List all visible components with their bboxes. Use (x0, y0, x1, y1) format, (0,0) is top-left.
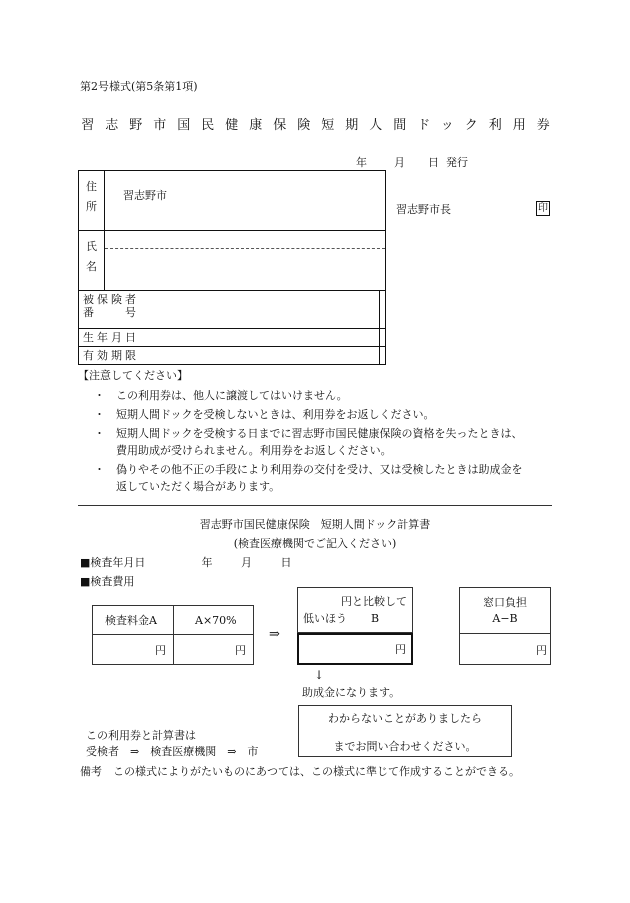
flow-text-2: 受検者 ⇒ 検査医療機関 ⇒ 市 (86, 745, 259, 758)
exam-cost-label: ■検査費用 (80, 575, 135, 588)
insured-number-field[interactable] (379, 291, 385, 329)
address-value[interactable] (105, 171, 386, 231)
window-label-2: A−B (492, 612, 518, 625)
issue-day-label: 日 (428, 156, 439, 169)
address-label-1: 住 (86, 180, 97, 193)
name-label-2: 名 (86, 260, 97, 273)
fee-label: 検査料金A (105, 614, 157, 627)
address-label (79, 171, 105, 231)
exam-date-label: ■検査年月日 (80, 556, 146, 569)
exam-day-label: 日 (280, 556, 292, 569)
insured-number-label-1: 被保険者 (83, 293, 139, 306)
window-box-divider (460, 633, 550, 634)
address-label-2: 所 (86, 200, 97, 213)
window-charge-box (459, 587, 551, 665)
remark-text: 備考 この様式によりがたいものにあつては、この様式に準じて作成することができる。 (80, 765, 520, 778)
contact-box (298, 705, 512, 757)
exam-year-label: 年 (201, 556, 213, 569)
name-label (79, 231, 105, 291)
issue-month-label: 月 (394, 156, 405, 169)
insured-number-label-2: 番 号 (83, 306, 139, 320)
address-row (79, 171, 386, 231)
form-number: 第2号様式(第5条第1項) (80, 80, 198, 93)
address-text: 習志野市 (123, 189, 167, 202)
notes-heading: 【注意してください】 (78, 369, 188, 382)
subsidy-text: 助成金になります。 (302, 686, 401, 699)
note-bullet: ・ (94, 427, 105, 440)
note-item (94, 406, 564, 423)
issued-label: 発行 (446, 156, 468, 169)
note-text: 短期人間ドックを受検しないときは、利用券をお返しください。 (116, 408, 435, 421)
window-label-1: 窓口負担 (483, 596, 527, 609)
validity-label: 有効期限 (79, 347, 380, 365)
compare-label-1: 円と比較して (341, 595, 407, 608)
exam-date (80, 556, 292, 569)
compare-header (297, 587, 413, 633)
note-bullet: ・ (94, 463, 105, 476)
arrow-down-icon: ↓ (314, 668, 325, 682)
fee-70-yen: 円 (235, 644, 246, 657)
document-title: 習志野市国民健康保険短期人間ドック利用券 (81, 118, 561, 133)
validity-row (79, 347, 386, 365)
fee-a-yen: 円 (155, 644, 166, 657)
arrow-right-icon: ⇒ (269, 627, 280, 642)
note-text: 偽りやその他不正の手段により利用券の交付を受け、又は受検したときは助成金を 返していただく場合があります。 (116, 463, 523, 493)
window-yen: 円 (536, 644, 547, 657)
note-text: 短期人間ドックを受検する日までに習志野市国民健康保険の資格を失ったときは、 費用助成が受けられません。利用券をお返しください。 (116, 427, 523, 457)
furigana-divider (105, 248, 385, 249)
issue-date (356, 156, 468, 169)
note-item (94, 461, 564, 495)
issuer-name: 習志野市長 (396, 203, 451, 216)
insured-number-label (79, 291, 380, 329)
name-field[interactable] (105, 231, 386, 291)
birth-date-label: 生年月日 (79, 329, 380, 347)
compare-b-label: B (371, 612, 380, 625)
contact-line-2: までお問い合わせください。 (333, 740, 477, 753)
name-label-1: 氏 (86, 240, 97, 253)
issue-year-label: 年 (356, 156, 367, 169)
fee-box-divider (173, 606, 174, 664)
fee-box (92, 605, 254, 665)
note-bullet: ・ (94, 408, 105, 421)
contact-line-1: わからないことがありましたら (328, 712, 482, 725)
recipient-info-table (78, 170, 386, 365)
section-divider (78, 505, 552, 506)
birth-date-field[interactable] (379, 329, 385, 347)
name-row (79, 231, 386, 291)
note-item (94, 387, 564, 404)
calculation-title: 習志野市国民健康保険 短期人間ドック計算書 (199, 518, 431, 531)
compare-yen: 円 (395, 643, 406, 656)
compare-box (297, 587, 413, 665)
seventy-percent-label: A×70% (195, 614, 237, 627)
note-item (94, 425, 564, 459)
birth-date-row (79, 329, 386, 347)
validity-field[interactable] (379, 347, 385, 365)
exam-month-label: 月 (241, 556, 252, 569)
fee-box-divider (93, 634, 253, 635)
calculation-subtitle: (検査医療機関でご記入ください) (233, 537, 397, 550)
note-text: この利用券は、他人に譲渡してはいけません。 (116, 389, 348, 402)
notes-list (94, 387, 564, 497)
compare-label-2: 低いほう (303, 612, 347, 625)
insured-number-row (79, 291, 386, 329)
note-bullet: ・ (94, 389, 105, 402)
flow-text-1: この利用券と計算書は (86, 729, 196, 742)
seal-mark: 印 (538, 203, 548, 214)
